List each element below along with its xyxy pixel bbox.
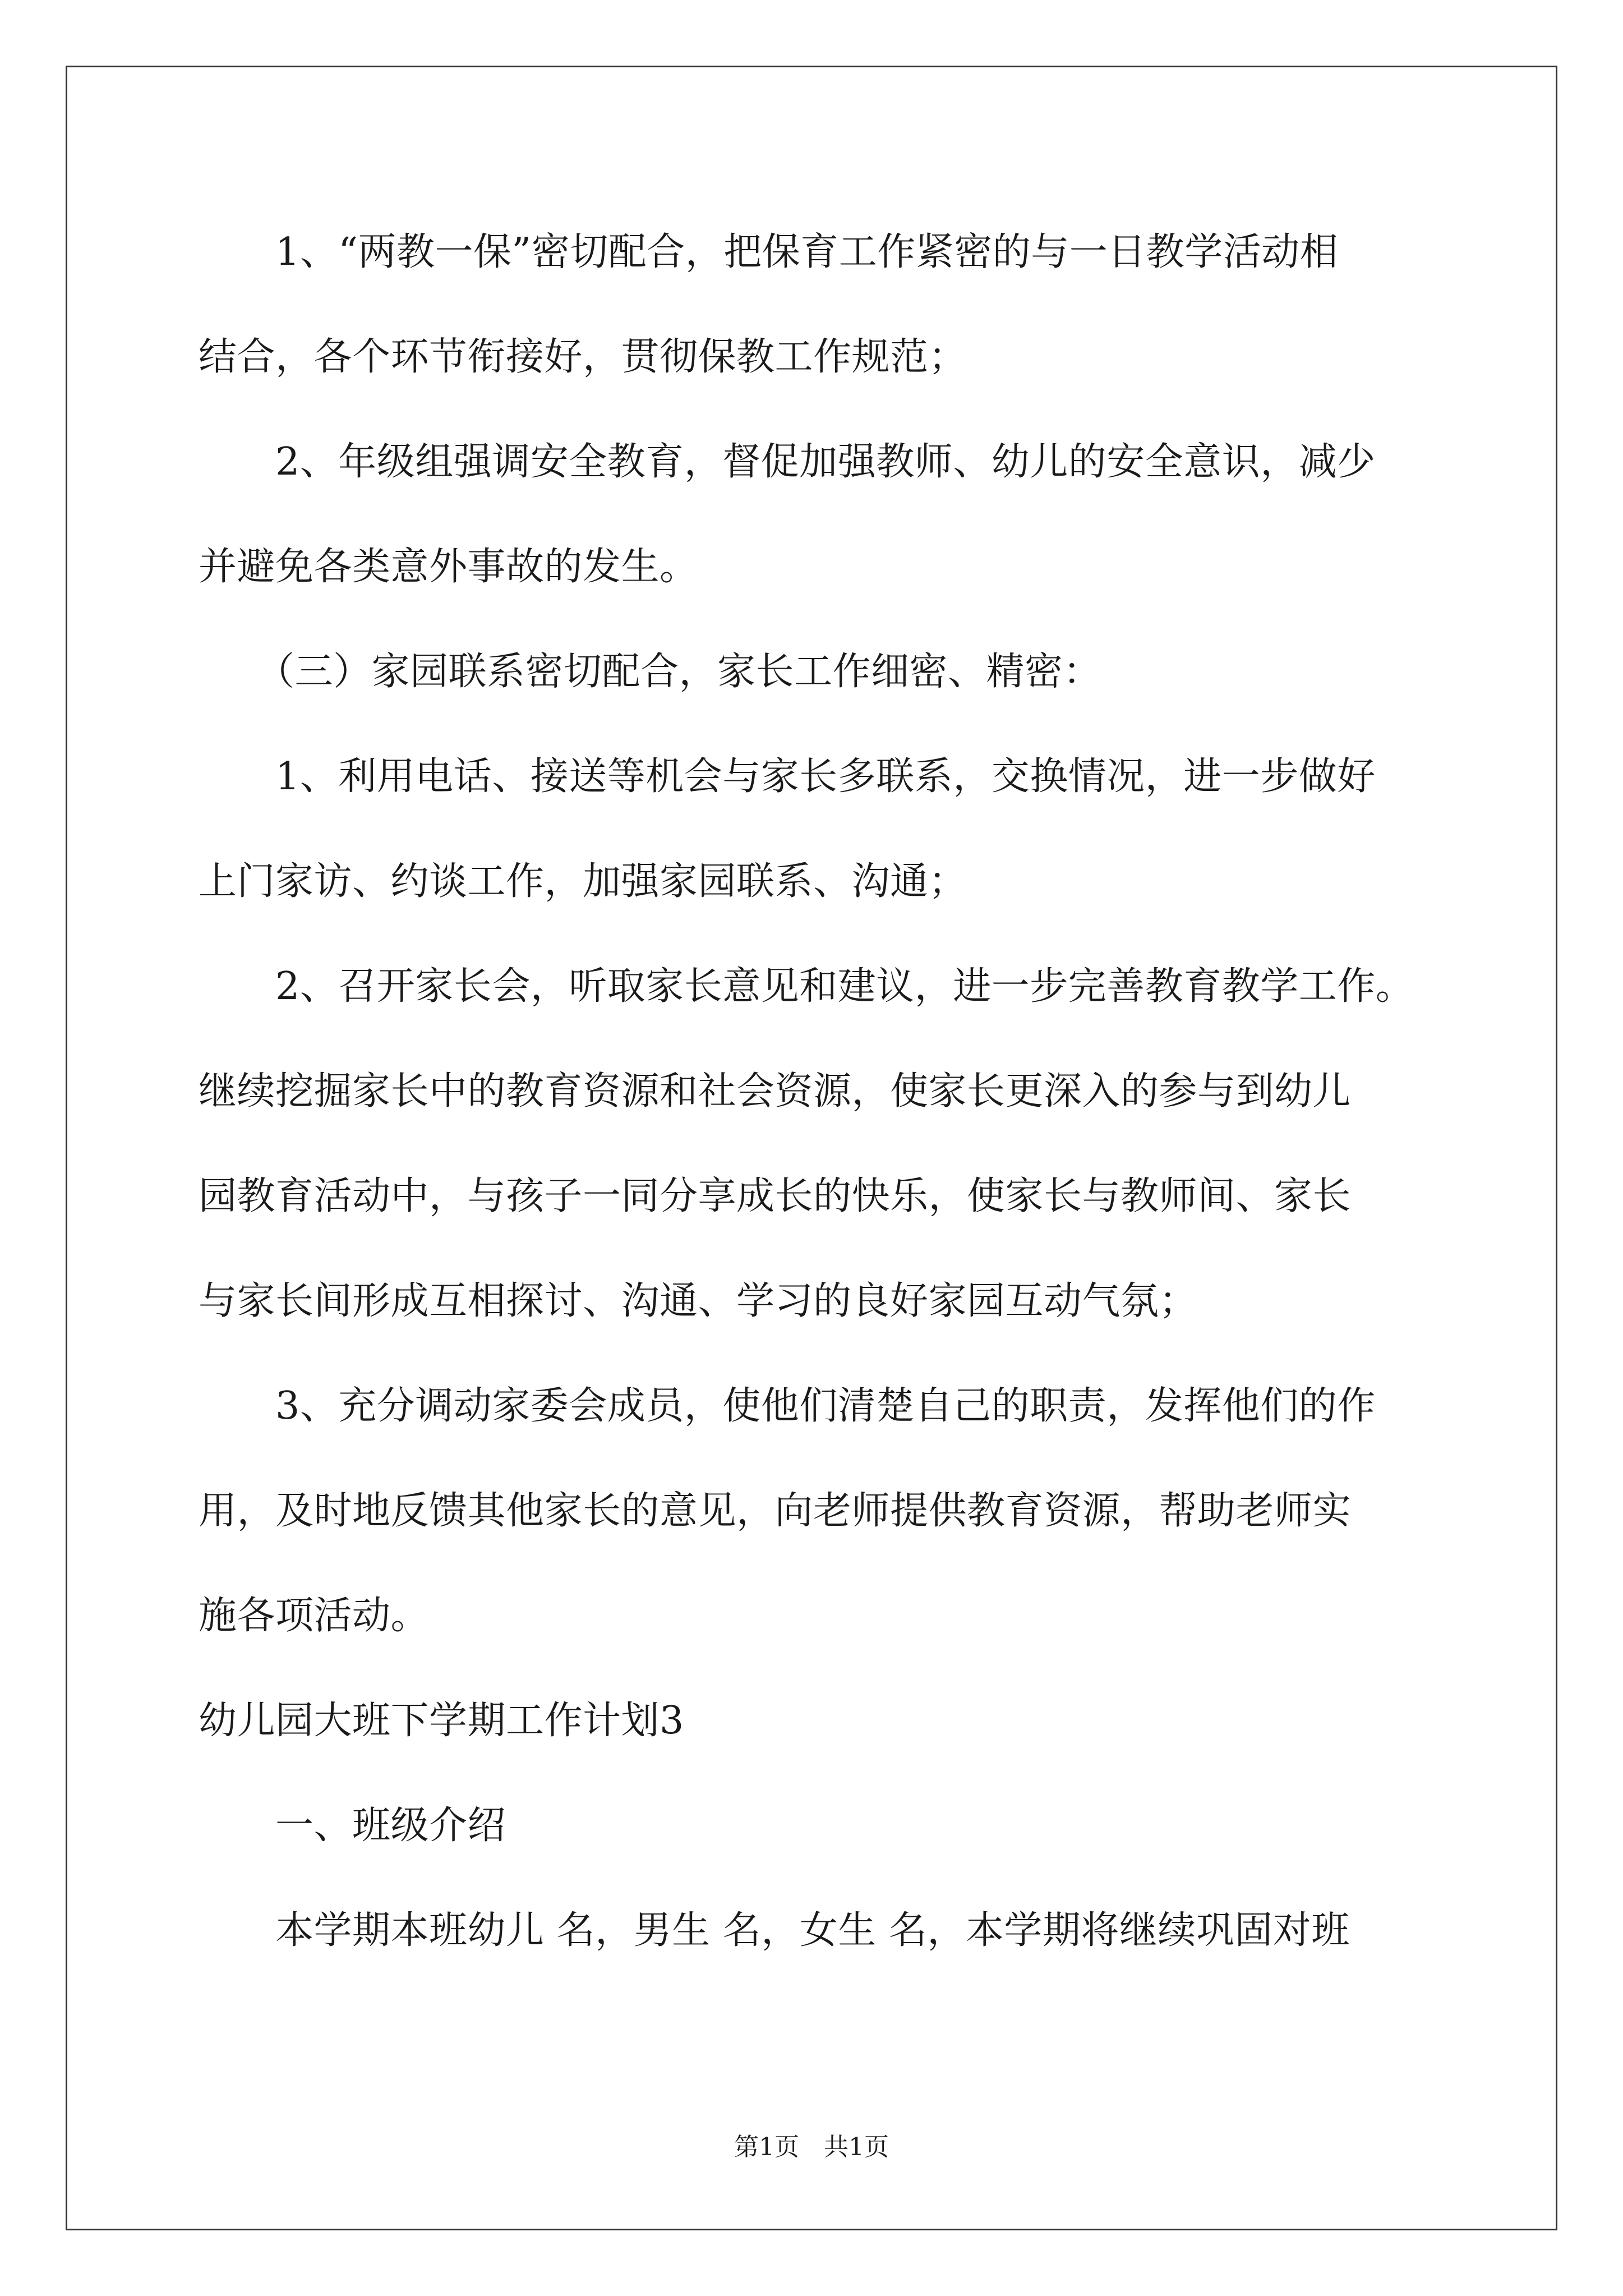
page-footer: 第1页 共1页 <box>734 2133 889 2161</box>
paragraph-line: 园教育活动中，与孩子一同分享成长的快乐，使家长与教师间、家长 <box>199 1174 1352 1218</box>
paragraph-line: 继续挖掘家长中的教育资源和社会资源，使家长更深入的参与到幼儿 <box>199 1069 1352 1114</box>
paragraph-line: 结合，各个环节衔接好，贯彻保教工作规范； <box>199 335 967 379</box>
paragraph-line: 2、召开家长会，听取家长意见和建议，进一步完善教育教学工作。 <box>199 964 1414 1009</box>
paragraph-line: 3、充分调动家委会成员，使他们清楚自己的职责，发挥他们的作 <box>199 1384 1376 1428</box>
paragraph-line: 施各项活动。 <box>199 1594 430 1638</box>
paragraph-line: 上门家访、约谈工作，加强家园联系、沟通； <box>199 859 967 904</box>
paragraph-line: 1、利用电话、接送等机会与家长多联系，交换情况，进一步做好 <box>199 754 1376 799</box>
paragraph-line: 1、“两教一保”密切配合，把保育工作紧密的与一日教学活动相 <box>199 230 1339 274</box>
document-title: 幼儿园大班下学期工作计划3 <box>199 1699 684 1743</box>
paragraph-line: 与家长间形成互相探讨、沟通、学习的良好家园互动气氛； <box>199 1279 1198 1323</box>
section-heading: 一、班级介绍 <box>199 1803 506 1848</box>
page-border <box>66 66 1557 2230</box>
paragraph-line: 并避免各类意外事故的发生。 <box>199 545 698 589</box>
paragraph-line: 2、年级组强调安全教育，督促加强教师、幼儿的安全意识，减少 <box>199 440 1376 484</box>
paragraph-line: 用，及时地反馈其他家长的意见，向老师提供教育资源，帮助老师实 <box>199 1489 1352 1533</box>
paragraph-line: 本学期本班幼儿 名，男生 名，女生 名，本学期将继续巩固对班 <box>199 1908 1350 1953</box>
section-heading: （三）家园联系密切配合，家长工作细密、精密： <box>199 650 1102 694</box>
